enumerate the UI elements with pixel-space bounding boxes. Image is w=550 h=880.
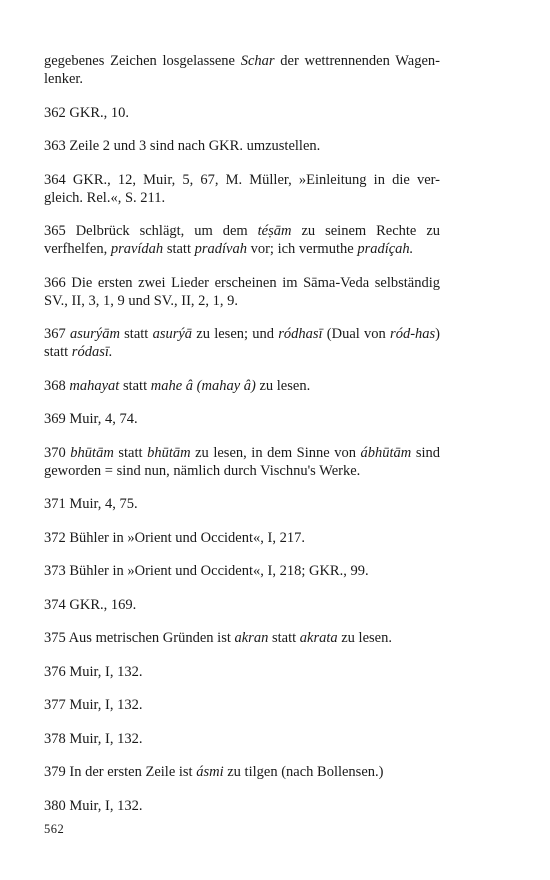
- footnote-text: statt: [163, 241, 195, 257]
- footnote-text: 379 In der ersten Zeile ist: [44, 764, 197, 780]
- footnote-text: 380 Muir, I, 132.: [44, 797, 143, 814]
- footnote-text: zu lesen.: [255, 377, 311, 394]
- footnote: [44, 274, 440, 310]
- footnote-italic-term: akrata: [299, 630, 338, 646]
- footnote-text: sind geworden = sind nun, nämlich durch Vischnu's Werke.: [44, 444, 440, 479]
- footnote: [44, 52, 440, 88]
- footnote-italic-term: ródhasī: [278, 326, 323, 342]
- footnote-text: 364 GKR., 12, Muir, 5, 67, M. Müller, »Einleitung in die ver-gleich. Rel.«, S. 211.: [44, 171, 440, 206]
- footnote: [44, 444, 440, 480]
- footnote: [44, 495, 440, 513]
- footnote: [44, 696, 440, 714]
- footnote: [44, 596, 440, 614]
- footnote: [44, 171, 440, 207]
- footnote-italic-term: ródasī.: [71, 344, 113, 360]
- footnote-text: zu tilgen (nach Bollensen.): [223, 764, 384, 780]
- footnote: [44, 137, 440, 155]
- footnote-italic-term: asurýā: [152, 326, 193, 342]
- footnote-text: zu lesen; und: [192, 326, 279, 342]
- footnotes-list: [44, 52, 440, 830]
- footnote-italic-term: téṣām: [257, 223, 292, 239]
- footnote-text: gegebenes Zeichen losgelassene: [44, 53, 241, 69]
- footnote-text: 367: [44, 326, 70, 342]
- footnote: [44, 410, 440, 428]
- footnote: [44, 377, 440, 395]
- footnote-italic-term: mahayat: [69, 377, 120, 394]
- footnote-italic-term: pradívah: [194, 241, 247, 257]
- footnote: [44, 730, 440, 748]
- footnote-text: 374 GKR., 169.: [44, 596, 137, 613]
- footnote-text: 376 Muir, I, 132.: [44, 663, 143, 680]
- footnote: [44, 663, 440, 681]
- footnote-italic-term: ásmi: [196, 764, 224, 780]
- footnote-italic-term: asurýām: [69, 326, 120, 342]
- footnote: [44, 104, 440, 122]
- footnote-italic-term: bhūtām: [147, 444, 191, 461]
- footnote: [44, 629, 440, 647]
- footnote-text: 372 Bühler in »Orient und Occident«, I, 217.: [44, 529, 305, 546]
- footnote-text: 371 Muir, 4, 75.: [44, 496, 138, 512]
- footnote: [44, 222, 440, 258]
- footnote-italic-term: pravídah: [110, 241, 164, 257]
- footnote-text: statt: [268, 630, 300, 646]
- footnote: [44, 763, 440, 781]
- footnote: [44, 325, 440, 361]
- footnote-text: 373 Bühler in »Orient und Occident«, I, 218; GKR., 99.: [44, 563, 369, 579]
- page-number: 562: [44, 822, 65, 836]
- footnote-text: 375 Aus metrischen Gründen ist: [44, 630, 235, 646]
- footnote-text: statt: [119, 326, 153, 342]
- footnote-italic-term: ród-has: [390, 326, 436, 342]
- footnote-text: 362 GKR., 10.: [44, 104, 129, 121]
- footnote-text: 365 Delbrück schlägt, um dem: [44, 223, 258, 239]
- footnote: [44, 529, 440, 547]
- footnote-text: 378 Muir, I, 132.: [44, 730, 143, 747]
- footnote: [44, 562, 440, 580]
- footnote-italic-term: Schar: [240, 53, 275, 69]
- footnote-text: 370: [44, 444, 71, 461]
- footnote-italic-term: mahe â (mahay â): [150, 377, 256, 394]
- footnote-text: zu seinem Rechte zu verfhelfen,: [44, 223, 441, 257]
- footnote-text: 366 Die ersten zwei Lieder erscheinen im Sāma-Veda selbständig SV., II, 3, 1, 9 und SV., II, 2, 1, 9.: [44, 274, 440, 309]
- footnote-text: statt: [119, 377, 151, 394]
- footnote-text: zu lesen.: [337, 630, 392, 646]
- footnote-text: der wettrennenden Wagen-lenker.: [44, 53, 441, 87]
- footnote-italic-term: bhūtām: [70, 444, 114, 461]
- footnote-text: 377 Muir, I, 132.: [44, 697, 143, 713]
- footnote-text: vor; ich vermuthe: [246, 241, 358, 257]
- footnote-text: 368: [44, 377, 70, 394]
- footnote-text: 369 Muir, 4, 74.: [44, 411, 138, 427]
- footnote-text: ) statt: [44, 326, 441, 360]
- footnote-text: zu lesen, in dem Sinne von: [190, 444, 361, 461]
- footnote-text: 363 Zeile 2 und 3 sind nach GKR. umzustellen.: [44, 138, 321, 154]
- footnote: [44, 797, 440, 815]
- footnote-italic-term: pradíçah.: [357, 241, 414, 257]
- footnote-italic-term: ábhūtām: [360, 444, 412, 461]
- footnote-text: statt: [113, 444, 148, 461]
- footnote-text: (Dual von: [322, 326, 391, 342]
- footnote-italic-term: akran: [234, 630, 269, 646]
